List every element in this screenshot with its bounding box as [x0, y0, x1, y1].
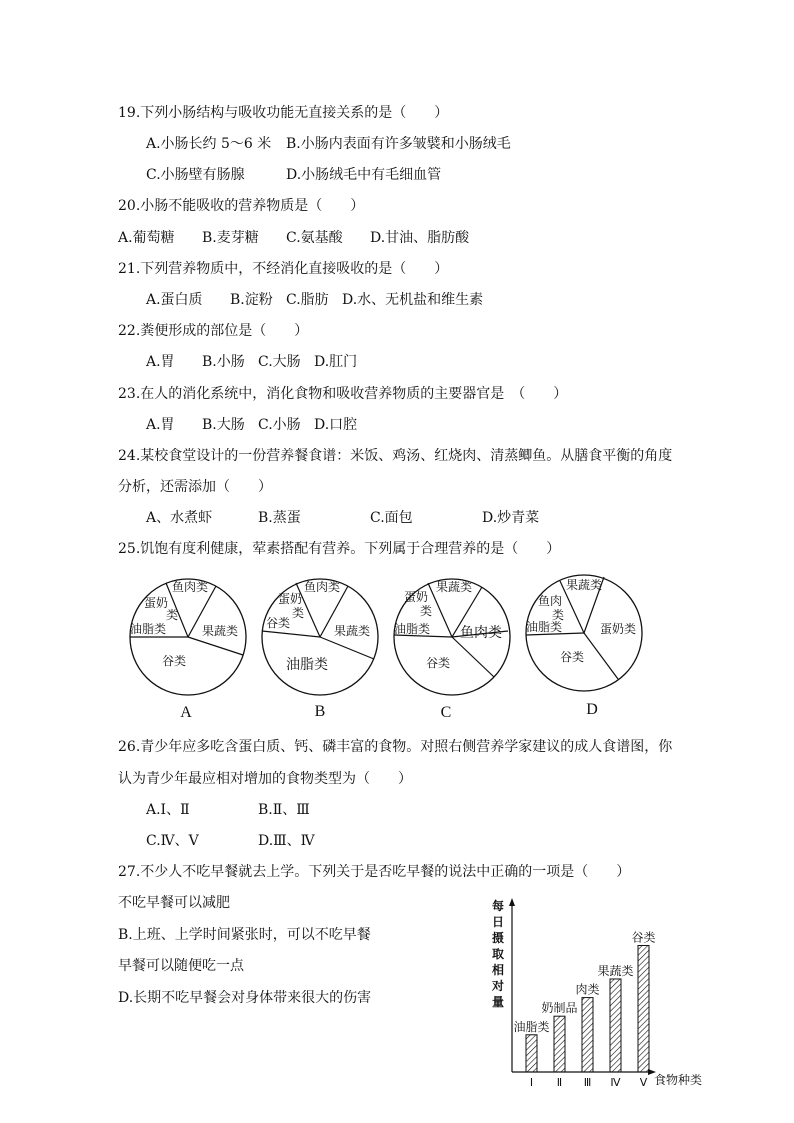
- pie-a-label-3: 类: [166, 608, 179, 622]
- y-axis-label: [491, 898, 504, 1009]
- food-intake-bar-chart: [482, 896, 712, 1092]
- q24-option-c: C.面包: [370, 510, 413, 526]
- q19-option-c: C.小肠壁有肠腺: [146, 167, 245, 183]
- q23-options: [146, 416, 357, 434]
- pie-d-label-5: 蛋奶类: [600, 622, 637, 636]
- q23-option-c: C.小肠: [258, 417, 301, 433]
- q19-option-b: B.小肠内表面有许多皱襞和小肠绒毛: [286, 136, 511, 152]
- bar-1: [526, 1035, 537, 1072]
- pie-c-letter: C: [440, 704, 452, 721]
- pie-d-label-1: 果蔬类: [566, 578, 603, 592]
- q27-option-c: 早餐可以随便吃一点: [118, 958, 244, 974]
- q21-options: [146, 291, 483, 309]
- q23-option-d: D.口腔: [314, 417, 358, 433]
- q26-option-a: A.Ⅰ、Ⅱ: [146, 802, 190, 818]
- bar-label-2: 奶制品: [541, 1001, 578, 1016]
- pie-c-label-3: 类: [420, 604, 433, 618]
- q22-option-b: B.小肠: [202, 354, 245, 370]
- pie-d-letter: D: [586, 701, 598, 718]
- pie-a-label-4: 油脂类: [130, 622, 167, 636]
- q21-option-b: B.淀粉: [230, 292, 273, 308]
- pie-d-label-4: 油脂类: [526, 620, 563, 634]
- q24-stem-line2: 分析，还需添加（ ）: [118, 479, 272, 495]
- q20-option-d: D.甘油、脂肪酸: [370, 230, 470, 246]
- pie-b-label-6: 油脂类: [286, 657, 328, 673]
- pie-b-letter: B: [314, 703, 326, 720]
- bar-5: [638, 945, 649, 1072]
- q27-option-b: B.上班、上学时间紧张时，可以不吃早餐: [118, 927, 371, 943]
- pie-b-label-5: 果蔬类: [334, 624, 371, 638]
- q24-option-a: A、水煮虾: [146, 510, 213, 526]
- x-tick-label-1: Ⅰ: [529, 1076, 534, 1089]
- q23-option-b: B.大肠: [202, 417, 245, 433]
- y-axis-label-char: 相: [491, 963, 505, 977]
- q20-option-a: A.葡萄糖: [118, 230, 175, 246]
- q24-stem-line1: 24.某校食堂设计的一份营养餐食谱：米饭、鸡汤、红烧肉、清蒸鲫鱼。从膳食平衡的角度: [118, 448, 673, 464]
- pie-a-label-2: 蛋奶: [144, 596, 169, 610]
- q22-options: [146, 353, 357, 371]
- pie-chart-a: [126, 575, 250, 699]
- q22-option-a: A.胃: [146, 354, 175, 370]
- pie-c-label-2: 蛋奶: [404, 590, 429, 604]
- q21-option-c: C.脂肪: [286, 292, 329, 308]
- pie-c-label-1: 果蔬类: [436, 580, 473, 594]
- q27-option-a: 不吃早餐可以减肥: [118, 895, 230, 911]
- q23-option-a: A.胃: [146, 417, 175, 433]
- q22-option-c: C.大肠: [258, 354, 301, 370]
- q24-options: [146, 509, 539, 527]
- bar-label-3: 肉类: [575, 982, 600, 997]
- q27-option-d: D.长期不吃早餐会对身体带来很大的伤害: [118, 990, 372, 1006]
- q26-option-d: D.Ⅲ、Ⅳ: [258, 833, 315, 849]
- q21-option-d: D.水、无机盐和维生素: [342, 292, 484, 308]
- bar-2: [554, 1016, 565, 1072]
- y-axis-label-char: 量: [491, 995, 505, 1009]
- q20-option-b: B.麦芽糖: [202, 230, 259, 246]
- x-axis-label: 食物种类: [654, 1073, 703, 1087]
- pie-b-label-1: 鱼肉类: [304, 580, 341, 594]
- q24-option-b: B.蒸蛋: [258, 510, 301, 526]
- q23-stem: 23.在人的消化系统中，消化食物和吸收营养物质的主要器官是 （ ）: [118, 386, 568, 402]
- x-tick-label-3: Ⅲ: [583, 1076, 592, 1089]
- pie-chart-d: [522, 571, 646, 695]
- bar-4: [610, 979, 621, 1072]
- pie-c-label-5: 鱼肉类: [460, 625, 502, 641]
- q26-option-c: C.Ⅳ、Ⅴ: [146, 833, 199, 849]
- q19-stem: 19.下列小肠结构与吸收功能无直接关系的是（ ）: [118, 105, 449, 121]
- q19-options: [146, 135, 511, 153]
- pie-a-letter: A: [180, 704, 192, 721]
- bar-label-1: 油脂类: [513, 1019, 550, 1034]
- q19-option-d: D.小肠绒毛中有毛细血管: [286, 167, 442, 183]
- q19-option-a: A.小肠长约 5～6 米: [146, 136, 272, 152]
- q25-stem: 25.饥饱有度利健康，荤素搭配有营养。下列属于合理营养的是（ ）: [118, 541, 561, 557]
- pie-b-label-4: 谷类: [266, 616, 291, 630]
- q26-options: [146, 801, 310, 819]
- q20-option-c: C.氨基酸: [286, 230, 343, 246]
- y-axis-label-char: 摄: [491, 931, 505, 945]
- q26-stem-line2: 认为青少年最应相对增加的食物类型为（ ）: [118, 771, 412, 787]
- q27-stem: 27.不少人不吃早餐就去上学。下列关于是否吃早餐的说法中正确的一项是（ ）: [118, 864, 631, 880]
- pie-chart-c: [390, 575, 514, 699]
- q26-option-b: B.Ⅱ、Ⅲ: [258, 802, 310, 818]
- pie-c-label-6: 谷类: [426, 656, 451, 670]
- q21-option-a: A.蛋白质: [146, 292, 203, 308]
- pie-b-label-2: 蛋奶: [278, 592, 303, 606]
- q20-stem: 20.小肠不能吸收的营养物质是（ ）: [118, 198, 365, 214]
- y-axis-arrow: [509, 898, 515, 906]
- bar-label-5: 谷类: [631, 930, 656, 945]
- q19-options-2: [146, 166, 441, 184]
- pie-c-label-4: 油脂类: [394, 622, 431, 636]
- q21-stem: 21.下列营养物质中，不经消化直接吸收的是（ ）: [118, 261, 449, 277]
- q26-options-2: [146, 832, 315, 850]
- x-tick-label-4: Ⅳ: [610, 1076, 621, 1089]
- pie-a-label-1: 鱼肉类: [172, 580, 209, 594]
- q24-option-d: D.炒青菜: [482, 510, 540, 526]
- pie-d-label-6: 谷类: [560, 650, 585, 664]
- bar-label-4: 果蔬类: [597, 963, 634, 978]
- pie-b-label-3: 类: [292, 606, 305, 620]
- y-axis-label-char: 对: [491, 979, 505, 993]
- pie-d-label-3: 类: [552, 608, 565, 622]
- y-axis-label-char: 日: [491, 915, 505, 929]
- pie-d-label-2: 鱼肉: [538, 594, 563, 608]
- pie-chart-b: [258, 575, 382, 699]
- q26-stem-line1: 26.青少年应多吃含蛋白质、钙、磷丰富的食物。对照右侧营养学家建议的成人食谱图，你: [118, 739, 673, 755]
- q22-option-d: D.肛门: [314, 354, 358, 370]
- q22-stem: 22.粪便形成的部位是（ ）: [118, 323, 309, 339]
- pie-a-label-5: 果蔬类: [202, 624, 239, 638]
- q20-options: [118, 229, 469, 247]
- x-tick-label-5: Ⅴ: [639, 1076, 648, 1089]
- pie-a-label-6: 谷类: [162, 654, 187, 668]
- x-tick-label-2: Ⅱ: [556, 1076, 563, 1089]
- y-axis-label-char: 取: [491, 947, 505, 961]
- y-axis-label-char: 每: [491, 899, 505, 913]
- bar-3: [582, 998, 593, 1072]
